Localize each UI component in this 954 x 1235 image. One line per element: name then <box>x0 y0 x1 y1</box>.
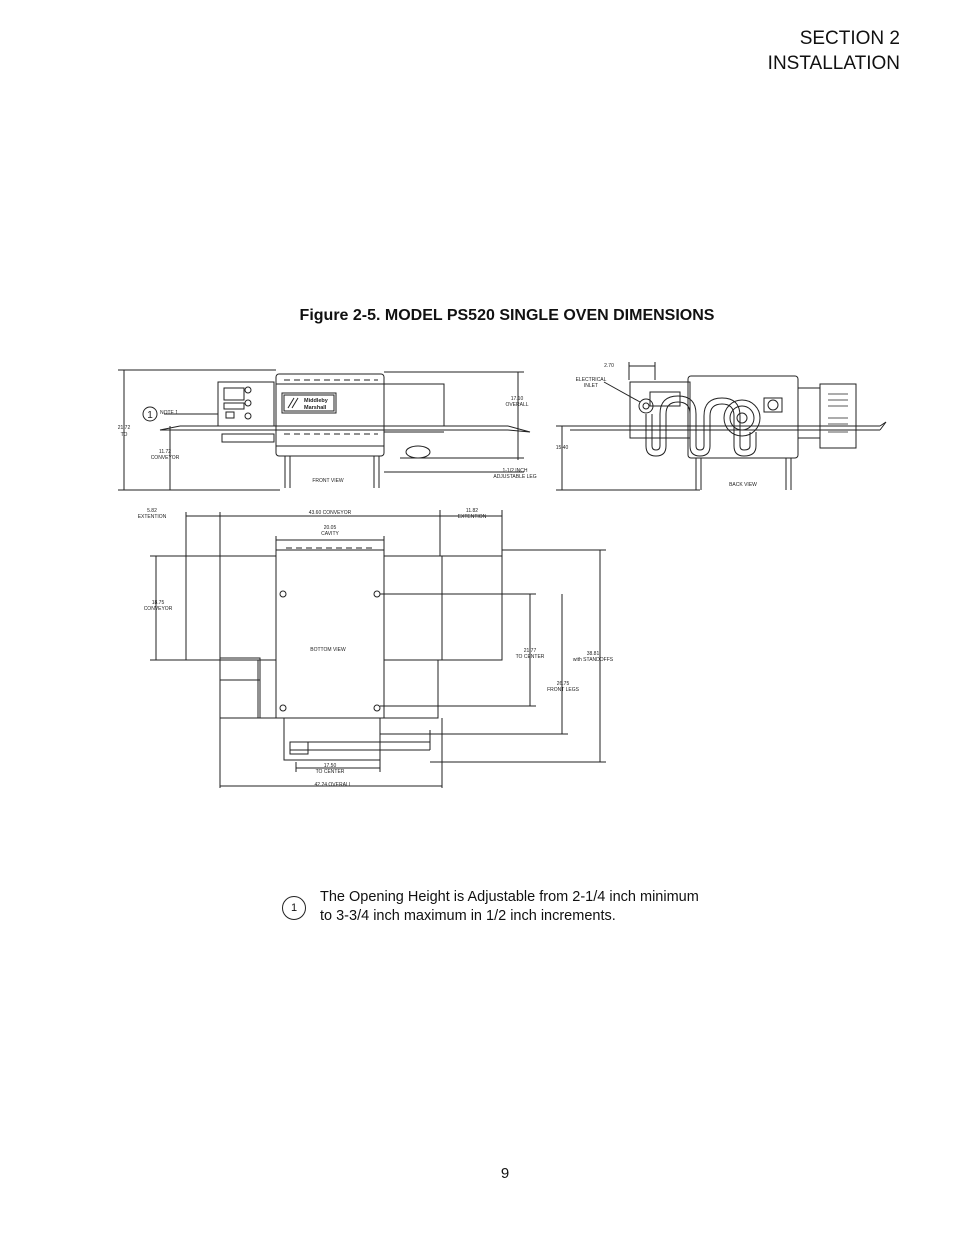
bottom-front-legs-value: 26.75 <box>556 681 570 687</box>
front-conveyor-value: 11.72 <box>158 449 172 455</box>
section-title: INSTALLATION <box>767 53 900 74</box>
back-electrical-label: ELECTRICAL <box>575 377 607 383</box>
bottom-left-ext-value: 5.82 <box>147 508 157 514</box>
bottom-overall-dim: 42.24 OVERALL <box>314 782 352 788</box>
bottom-standoffs-label: with STANDOFFS <box>572 657 614 663</box>
note-marker: 1 <box>282 896 306 920</box>
front-height-to: TO <box>120 432 128 438</box>
section-number: SECTION 2 <box>799 28 900 49</box>
middleby-marshall-logo <box>284 395 334 411</box>
front-conveyor-label: CONVEYOR <box>150 455 180 461</box>
bottom-to-center-bottom-value: 17.50 <box>323 763 337 769</box>
back-inlet-dim: 2.70 <box>604 363 614 369</box>
front-note-label: NOTE 1 <box>160 410 179 416</box>
back-inlet-label: INLET <box>583 383 599 389</box>
note-line-1: The Opening Height is Adjustable from 2-1/4 inch minimum <box>320 889 699 905</box>
bottom-to-center-label: TO CENTER <box>515 654 545 660</box>
note-line-2: to 3-3/4 inch maximum in 1/2 inch increments. <box>320 908 616 924</box>
bottom-cavity-label: CAVITY <box>321 531 339 537</box>
note-marker-number: 1 <box>147 410 153 421</box>
front-leg-value: 1-1/2 INCH <box>502 468 528 474</box>
bottom-right-ext-value: 11.82 <box>465 508 479 514</box>
front-overall-value: 17.10 <box>510 396 524 402</box>
bottom-view-label: BOTTOM VIEW <box>310 647 346 653</box>
bottom-view-drawing <box>150 510 606 788</box>
bottom-to-center-bottom-label: TO CENTER <box>315 769 345 775</box>
bottom-left-ext-label: EXTENTION <box>137 514 167 520</box>
bottom-cavity-value: 20.05 <box>323 525 337 531</box>
figure-title: Figure 2-5. MODEL PS520 SINGLE OVEN DIMENSIONS <box>299 307 715 324</box>
page-number: 9 <box>500 1165 510 1182</box>
front-height-value: 21.72 <box>117 425 131 431</box>
back-view-label: BACK VIEW <box>729 482 757 488</box>
svg-text:Marshall: Marshall <box>304 405 327 411</box>
back-height-dim: 15.40 <box>555 445 569 451</box>
note-text <box>320 888 780 926</box>
bottom-conveyor-width-value: 18.75 <box>151 600 165 606</box>
front-view-drawing <box>118 370 530 490</box>
front-view-label: FRONT VIEW <box>312 478 344 484</box>
bottom-conveyor-length: 43.60 CONVEYOR <box>308 510 352 516</box>
svg-text:Middleby: Middleby <box>304 398 328 404</box>
bottom-standoffs-value: 38.81 <box>586 651 600 657</box>
front-leg-label: ADJUSTABLE LEG <box>493 474 537 480</box>
front-overall-label: OVERALL <box>505 402 529 408</box>
bottom-right-ext-label: EXTENTION <box>457 514 487 520</box>
bottom-conveyor-width-label: CONVEYOR <box>143 606 173 612</box>
bottom-to-center-value: 21.77 <box>523 648 537 654</box>
bottom-front-legs-label: FRONT LEGS <box>547 687 579 693</box>
